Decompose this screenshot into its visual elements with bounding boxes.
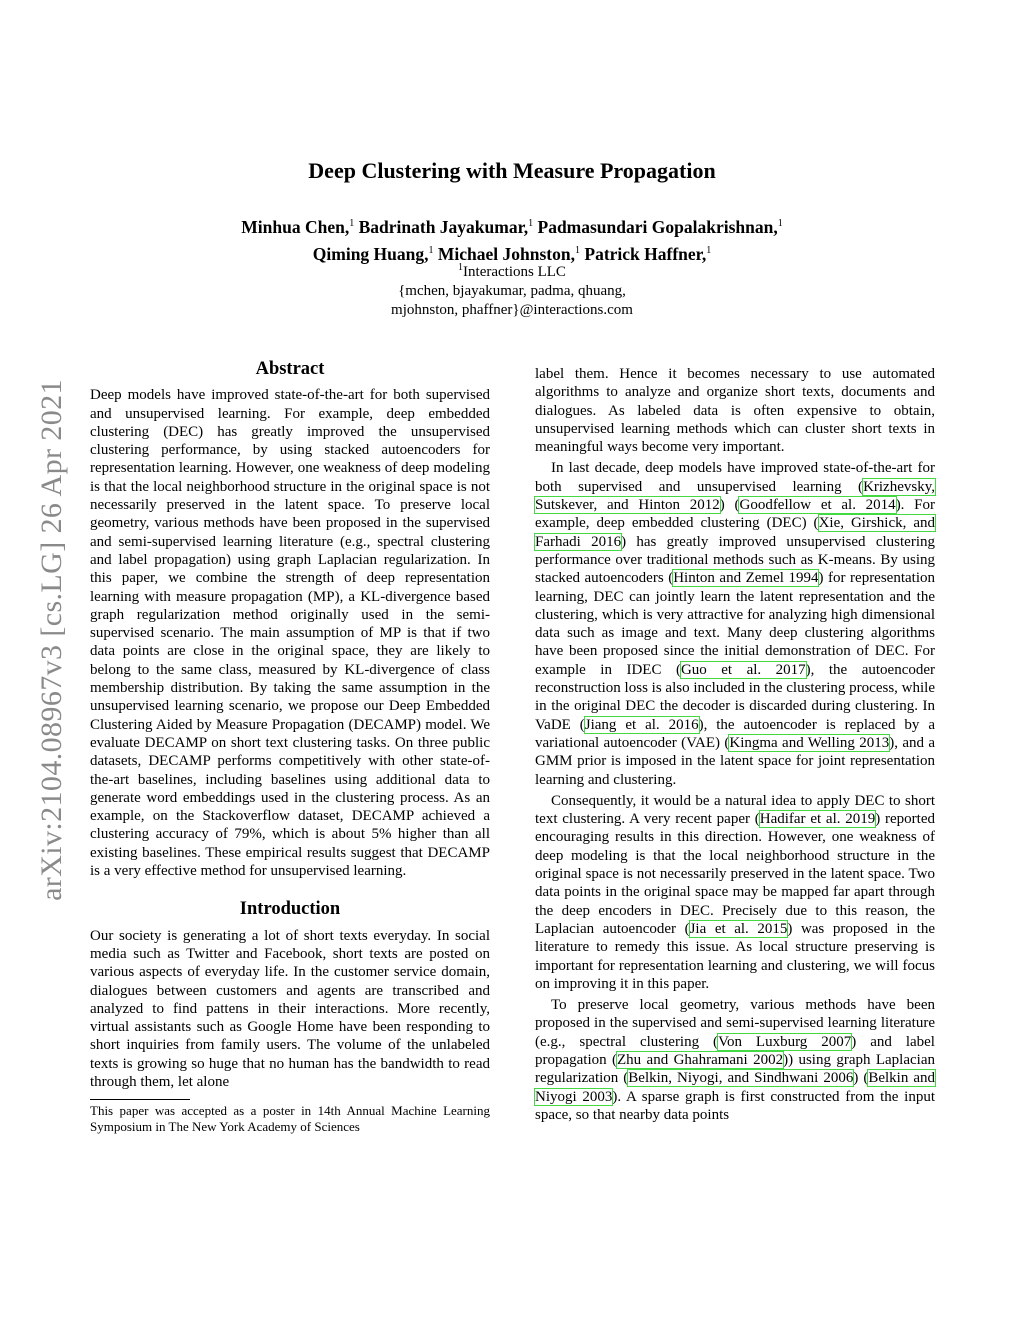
- abstract-text: Deep models have improved state-of-the-art for both supervised and unsupervised learning. For example, deep embedded clustering (DEC) has greatly improved the unsupervised clustering performance, by using stacked autoencoders for representation learning. However, one weakness of deep modeling is that the local neighborhood structure in the original space is not necessarily preserved in the latent space. To preserve local geometry, various methods have been proposed in the supervised and semi-supervised learning literature (e.g., spectral clustering and label propagation) using graph Laplacian regularization. In this paper, we combine the strength of deep representation learning with measure propagation (MP), a KL-divergence based graph regularization method originally used in the semi-supervised scenario. The main assumption of MP is that if two data points are close in the original space, they are likely to belong to the same class, measured by KL-divergence of class membership distribution. By taking the same assumption in the unsupervised learning scenario, we propose our Deep Embedded Clustering Aided by Measure Propagation (DECAMP) model. We evaluate DECAMP on short text clustering tasks. On three public datasets, DECAMP performs competitively with other state-of-the-art baselines, including baselines using additional data to generate word embeddings used in the clustering process. As an example, on the Stackoverflow dataset, DECAMP achieved a clustering accuracy of 79%, which is about 5% higher than all existing baselines. These empirical results suggest that DECAMP is a very effective method for unsupervised learning.: [90, 387, 490, 880]
- author-name: Michael Johnston,: [437, 243, 575, 264]
- paragraph-text: To preserve local geometry, various methods have been proposed in the supervised and semi-supervised learning literature (e.g., spectral clustering (: [535, 997, 935, 1050]
- right-paragraph-3: [535, 792, 935, 993]
- right-paragraph-4: [535, 996, 935, 1124]
- paragraph-text: ) reported encouraging results in this direction. However, one weakness of deep modeling is that the local neighborhood structure in the original space is not necessarily preserved in the latent space. Two data points in the original space may be mapped far apart through the deep encoders in DEC. Precisely due to this reason, the Laplacian autoencoder (: [535, 811, 935, 937]
- citation-link[interactable]: Goodfellow et al. 2014: [739, 497, 896, 514]
- citation-link[interactable]: Xie, Girshick, and Farhadi 2016: [535, 515, 935, 550]
- affiliation-mark: 1: [777, 218, 783, 229]
- author-name: Minhua Chen,: [241, 216, 350, 237]
- right-paragraph-2: [535, 459, 935, 788]
- abstract-heading: Abstract: [255, 359, 325, 379]
- paragraph-text: ). For example, deep embedded clustering (DEC) (: [535, 497, 935, 532]
- paragraph-text: ), the autoencoder reconstruction loss is also included in the clustering process, while in the original DEC the decoder is discarded during clustering. In VaDE (: [535, 661, 936, 733]
- author-name: Badrinath Jayakumar,: [358, 216, 529, 237]
- arxiv-id-text: arXiv:2104.08967v3 [cs.LG] 26 Apr 2021: [35, 379, 68, 901]
- arxiv-watermark: [28, 330, 76, 950]
- paper-title: Deep Clustering with Measure Propagation: [308, 158, 716, 183]
- paragraph-text: ), and a GMM prior is imposed in the latent space for joint representation learning and clustering.: [535, 734, 935, 788]
- affiliation-mark: 1: [428, 244, 434, 256]
- paragraph-text: ) (: [719, 497, 740, 514]
- author-name: Qiming Huang,: [312, 243, 429, 264]
- footnote-rule: [90, 1099, 190, 1100]
- paragraph-text: ), the autoencoder is replaced by a variational autoencoder (VAE) (: [535, 716, 935, 751]
- affiliation-org: Interactions LLC: [463, 264, 566, 280]
- paragraph-text: )) using graph Laplacian regularization (: [535, 1051, 935, 1087]
- affiliation-mark: 1: [575, 244, 580, 256]
- affiliation-block: [0, 258, 1024, 320]
- left-column: [90, 360, 490, 1135]
- author-line-1: [0, 212, 1024, 239]
- paragraph-text: In last decade, deep models have improved state-of-the-art for both supervised and unsupervised learning (: [535, 460, 935, 495]
- citation-link[interactable]: Guo et al. 2017: [680, 661, 806, 678]
- affiliation-mark: 1: [528, 218, 534, 229]
- citation-link[interactable]: Von Luxburg 2007: [718, 1033, 852, 1050]
- right-column: [535, 365, 935, 1124]
- citation-link[interactable]: Krizhevsky, Sutskever, and Hinton 2012: [535, 478, 935, 514]
- paragraph-text: Consequently, it would be a natural idea to apply DEC to short text clustering. A very recent paper (: [535, 792, 935, 828]
- citation-link[interactable]: Belkin and Niyogi 2003: [535, 1070, 935, 1105]
- affiliation-mark: 1: [458, 262, 464, 273]
- paragraph-text: ) has greatly improved unsupervised clustering performance over traditional methods such as K-means. By using stacked autoencoders (: [535, 533, 935, 587]
- affiliation-mark: 1: [349, 218, 355, 229]
- citation-link[interactable]: Jia et al. 2015: [689, 920, 788, 937]
- footnote: This paper was accepted as a poster in 14th Annual Machine Learning Symposium in The New York Academy of Sciences: [90, 1103, 490, 1135]
- affiliation-org-line: [0, 258, 1024, 282]
- citation-link[interactable]: Belkin, Niyogi, and Sindhwani 2006: [628, 1070, 854, 1087]
- right-paragraph-1: label them. Hence it becomes necessary to use automated algorithms to analyze and organize short texts, documents and dialogues. As labeled data is often expensive to obtain, unsupervised learning methods which can cluster short texts in meaningful ways become very important.: [535, 366, 935, 456]
- citation-link[interactable]: Kingma and Welling 2013: [729, 734, 890, 751]
- citation-link[interactable]: Hinton and Zemel 1994: [673, 570, 819, 587]
- author-name: Patrick Haffner,: [584, 243, 707, 264]
- affiliation-mark: 1: [706, 244, 712, 256]
- citation-link[interactable]: Zhu and Ghahramani 2002: [617, 1051, 784, 1068]
- paragraph-text: ) for representation learning, DEC can jointly learn the latent representation and the clustering, which is very attractive for analyzing high dimensional data such as image and text. Many deep clustering algorithms have been proposed since the initial demonstration of DEC. For example in IDEC (: [535, 570, 935, 678]
- introduction-paragraph-1: Our society is generating a lot of short texts everyday. In social media such as Twitter and Facebook, short texts are posted on various aspects of everyday life. In the customer service domain, dialogues between customers and agents are transcribed and analyzed to find pattens in their interactions. More recently, virtual assistants such as Google Home have been responding to short inquiries from family users. The volume of the unlabeled texts is growing so huge that no human has the bandwidth to read through them, let alone: [90, 927, 490, 1090]
- paragraph-text: ) (: [853, 1070, 869, 1087]
- paragraph-text: ) and label propagation (: [535, 1033, 935, 1068]
- citation-link[interactable]: Hadifar et al. 2019: [759, 811, 876, 828]
- affiliation-emails-1: {mchen, bjayakumar, padma, qhuang,: [398, 283, 626, 299]
- introduction-heading: Introduction: [239, 899, 341, 920]
- paragraph-text: ). A sparse graph is first constructed from the input space, so that nearby data points: [535, 1088, 936, 1123]
- citation-link[interactable]: Jiang et al. 2016: [584, 716, 699, 733]
- affiliation-emails-2: mjohnston, phaffner}@interactions.com: [391, 302, 633, 318]
- author-name: Padmasundari Gopalakrishnan,: [537, 216, 778, 237]
- paragraph-text: ) was proposed in the literature to remedy this issue. As local structure preserving is important for representation learning and clustering, we will focus on improving it in this paper.: [535, 920, 935, 992]
